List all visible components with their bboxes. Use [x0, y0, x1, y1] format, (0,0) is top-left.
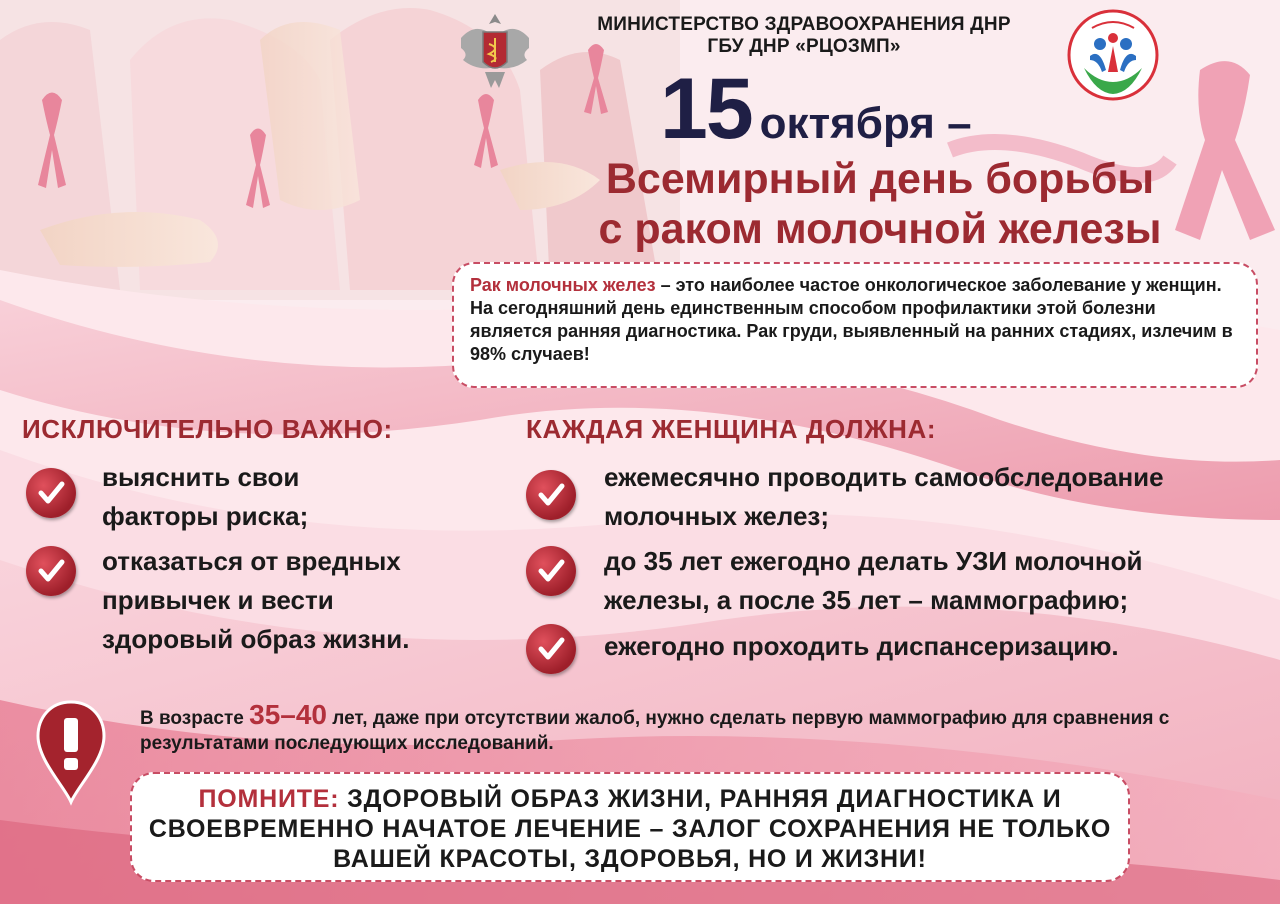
check-icon — [26, 546, 76, 596]
poster-title — [540, 154, 1220, 254]
important-heading: ИСКЛЮЧИТЕЛЬНО ВАЖНО: — [22, 414, 393, 444]
check-icon — [26, 468, 76, 518]
every-woman-heading: КАЖДАЯ ЖЕНЩИНА ДОЛЖНА: — [526, 414, 937, 444]
reminder-accent: ПОМНИТЕ: — [198, 785, 340, 813]
list-item-text: до 35 лет ежегодно делать УЗИ молочной железы, а после 35 лет – маммографию; — [604, 546, 1143, 615]
list-item-text: ежемесячно проводить самообследование молочных желез; — [604, 462, 1164, 531]
date-number: 15 — [660, 61, 752, 157]
reminder-text: ЗДОРОВЫЙ ОБРАЗ ЖИЗНИ, РАННЯЯ ДИАГНОСТИКА И СВОЕВРЕМЕННО НАЧАТОЕ ЛЕЧЕНИЕ – ЗАЛОГ СОХРАНЕНИЯ НЕ ТОЛЬКО ВАШЕЙ КРАСОТЫ, ЗДОРОВЬЯ, НО И ЖИЗНИ! — [148, 785, 1112, 873]
reminder-box — [130, 772, 1130, 882]
warning-prefix: В возрасте — [140, 708, 250, 729]
organization-name: ГБУ ДНР «РЦОЗМП» — [707, 36, 901, 57]
list-item-text: отказаться от вредных привычек и вести здоровый образ жизни. — [102, 546, 410, 654]
ministry-name: МИНИСТЕРСТВО ЗДРАВООХРАНЕНИЯ ДНР — [597, 14, 1011, 35]
list-item-text: ежегодно проходить диспансеризацию. — [604, 631, 1119, 661]
list-item-text: выяснить свои факторы риска; — [102, 462, 309, 531]
check-icon — [526, 470, 576, 520]
warning-age: 35–40 — [249, 699, 327, 730]
check-icon — [526, 546, 576, 596]
info-text: – это наиболее частое онкологическое заболевание у женщин. На сегодняшний день единственным способом профилактики этой болезни является ранняя диагностика. Рак груди, выявленный на ранних стадиях, излечим в 98% случаев! — [470, 275, 1233, 364]
exclamation-icon — [34, 698, 108, 806]
event-date — [660, 61, 1140, 167]
title-line-1: Всемирный день борьбы — [605, 155, 1155, 203]
info-box — [452, 262, 1258, 388]
warning-suffix: лет, даже при отсутствии жалоб, нужно сделать первую маммографию для сравнения с результатами последующих исследований. — [140, 708, 1170, 754]
check-icon — [526, 624, 576, 674]
info-accent: Рак молочных желез — [470, 275, 656, 295]
ministry-header — [548, 14, 1060, 58]
warning-text — [140, 699, 1260, 756]
eagle-emblem-icon — [455, 8, 535, 96]
title-line-2: с раком молочной железы — [598, 205, 1162, 253]
date-month: октября – — [759, 99, 972, 148]
